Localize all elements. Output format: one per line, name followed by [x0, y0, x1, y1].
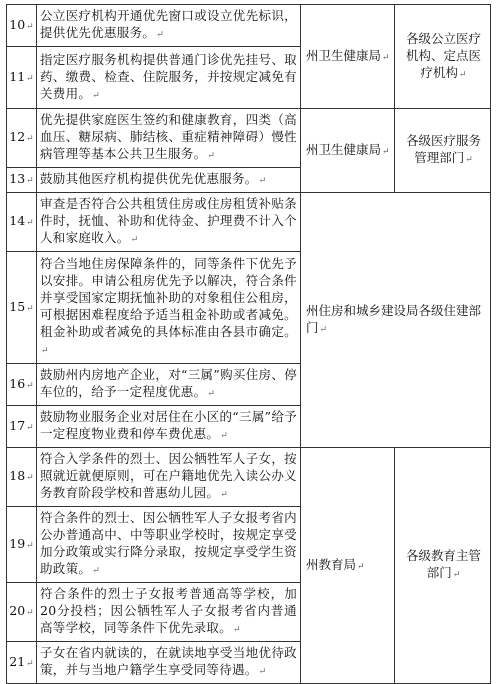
row-number: 12↵ — [7, 109, 37, 168]
row-content: 鼓励物业服务企业对居住在小区的“三属”给予一定程度物业费和停车费优惠。↵ — [37, 406, 301, 448]
responsible-units: 各级医疗服务管理部门↵ — [395, 109, 491, 193]
row-number: 18↵ — [7, 448, 37, 507]
row-content: 符合入学条件的烈士、因公牺牲军人子女，按照就近就便原则，可在户籍地优先入读公办义务教育阶段学校和普惠幼儿园。↵ — [37, 448, 301, 507]
row-number: 11↵ — [7, 47, 37, 109]
table-row — [7, 448, 491, 507]
row-number: 14↵ — [7, 193, 37, 252]
row-number: 10↵ — [7, 5, 37, 47]
row-content: 符合当地住房保障条件的，同等条件下优先予以安排。申请公租房优先予以解决，符合条件并享受国家定期抚恤补助的对象租住公租房，可根据困难程度给予适当租金补助或者减免。租金补助或者减免的具体标准由各县市确定。↵ — [37, 252, 301, 364]
lead-department: 州卫生健康局↵ — [301, 109, 395, 193]
row-content: 审查是否符合公共租赁住房或住房租赁补贴条件时，抚恤、补助和优待金、护理费不计入个人和家庭收入。↵ — [37, 193, 301, 252]
row-number: 20↵ — [7, 583, 37, 642]
row-number: 15↵ — [7, 252, 37, 364]
row-number: 16↵ — [7, 364, 37, 406]
row-number: 13↵ — [7, 168, 37, 193]
row-content: 优先提供家庭医生签约和健康教育，四类（高血压、糖尿病、肺结核、重症精神障碍）慢性病管理等基本公共卫生服务。↵ — [37, 109, 301, 168]
row-content: 子女在省内就读的，在就读地享受当地优待政策，并与当地户籍学生享受同等待遇。↵ — [37, 642, 301, 684]
row-content: 符合条件的烈士子女报考普通高等学校，加20分投档；因公牺牲军人子女报考省内普通高等学校，同等条件下优先录取。↵ — [37, 583, 301, 642]
lead-department: 州住房和城乡建设局各级住建部门↵ — [301, 193, 491, 448]
benefits-table — [6, 4, 491, 684]
row-content: 公立医疗机构开通优先窗口或设立优先标识，提供优先优惠服务。↵ — [37, 5, 301, 47]
row-content: 指定医疗服务机构提供普通门诊优先挂号、取药、缴费、检查、住院服务，并按规定减免有关费用。↵ — [37, 47, 301, 109]
table-row — [7, 193, 491, 252]
lead-department: 州教育局↵ — [301, 448, 395, 684]
table-row — [7, 5, 491, 47]
table-row — [7, 109, 491, 168]
row-content: 符合条件的烈士、因公牺牲军人子女报考省内公办普通高中、中等职业学校时，按规定享受加分政策或实行降分录取，按规定享受学生资助政策。↵ — [37, 507, 301, 583]
row-content: 鼓励州内房地产企业，对“三属”购买住房、停车位的，给予一定程度优惠。↵ — [37, 364, 301, 406]
responsible-units: 各级公立医疗机构、定点医疗机构↵ — [395, 5, 491, 109]
row-number: 19↵ — [7, 507, 37, 583]
row-number: 21↵ — [7, 642, 37, 684]
responsible-units: 各级教育主管部门↵ — [395, 448, 491, 684]
row-content: 鼓励其他医疗机构提供优先优惠服务。↵ — [37, 168, 301, 193]
row-number: 17↵ — [7, 406, 37, 448]
lead-department: 州卫生健康局↵ — [301, 5, 395, 109]
